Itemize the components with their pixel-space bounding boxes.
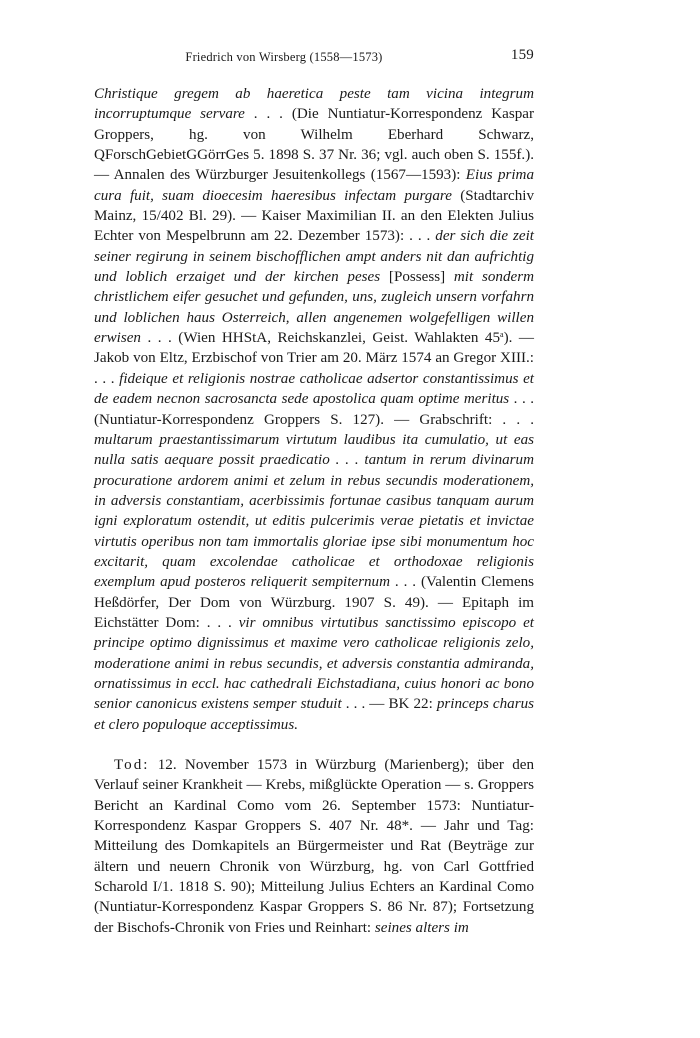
text-6: . . . (Nuntiatur-Korrespondenz Groppers S. 127). — Grabschrift: . . . [94,391,534,428]
text-tod: 12. November 1573 in Würzburg (Marienberg); über den Verlauf seiner Krankheit — Krebs, mißglückte Operation — s. Groppers Bericht an Kardinal Como vom 26. September 1573: Nuntiatur-Korrespondenz Kaspar Groppers S. 407 Nr. 48*. — Jahr und Tag: Mitteilung des Domkapitels an Bürgermeister und Rat (Beyträge zur ältern und neuern Chronik von Würzburg, hg. von Carl Gottfried Scharold I/1. 1818 S. 90); Mitteilung Julius Echters an Kardinal Como (Nuntiatur-Korrespondenz Kaspar Groppers S. 86 Nr. 87); Fortsetzung der Bischofs-Chronik von Fries und Reinhart: [94,757,534,936]
page-number: 159 [510,47,534,63]
running-header [94,46,534,68]
section-heading-tod: Tod: [114,757,150,773]
quote-latin-3: fideique et religionis nostrae catholicae adsertor constantissimus et de eadem necnon sacrosancta sede apostolica quam optime meritus [94,370,534,408]
text-7: . . . (Valentin Clemens Heßdörfer, Der Dom von Würzburg. 1907 S. 49). — Epitaph im Eichstätter Dom: . . . [94,574,534,631]
running-title: Friedrich von Wirsberg (1558—1573) [185,50,383,64]
text-5: ). — Jakob von Eltz, Erzbischof von Trier am 20. März 1574 an Gregor XIII.: . . . [94,330,534,387]
text-4: . . . (Wien HHStA, Reichskanzlei, Geist. Wahlakten 45 [140,330,501,347]
superscript-a: a [500,330,504,340]
quote-epitaph-eichstaett: vir omnibus virtutibus sanctissimo episcopo et principe optimo dignissimus et maxime vero catholicae religionis zelo, moderatione animi in rebus secundis, et adversis constantia admiranda, ornatissimus in eccl. hac cathedrali Eichstadiana, cuius honori ac bono senior canonicus existens semper studuit [94,614,534,713]
text-1: . . . (Die Nuntiatur-Korrespondenz Kaspar Groppers, hg. von Wilhelm Eberhard Schwarz, QForschGebietGGörrGes 5. 1898 S. 37 Nr. 36; vgl. auch oben S. 155f.). — Annalen des Würzburger Jesuitenkollegs (1567—1593): [94,106,534,184]
text-2: (Stadtarchiv Mainz, 15/402 Bl. 29). — Kaiser Maximilian II. an den Elekten Julius Echter von Mespelbrunn am 22. Dezember 1573): . . . [94,187,534,245]
paragraph-sources [94,84,534,735]
paragraph-tod [94,755,534,938]
quote-german-2: mit sonderm christlichem eifer gesuchet und gefunden, uns, zugleich unsern vorfahrn und loblichen haus Osterreich, allen angenemen wolgefelligen willen erwisen [94,269,534,347]
quote-epitaph-grabschrift: multarum praestantissimarum virtutum laudibus ita cumulatio, ut eas nulla satis aequare possit praedicatio . . . tantum in rerum divinarum procuratione ardorem animi et zelum in rebus secundis moderationem, in adversis constantiam, acerbissimis fortunae casibus tanquam aurum igni exploratum ostendit, ut editis pulcerimis verae pietatis et invictae virtutis operibus non tam immortalis gloriae ipse sibi monumentum hoc excitarit, quam excolendae catholicae et orthodoxae religionis exemplum apud posteros reliquerit sempiternum [94,431,534,591]
paragraph-gap [94,735,534,755]
text-3: [Possess] [380,269,454,286]
quote-german-1: der sich die zeit seiner regirung in seinem bischofflichen ampt anders nit dan aufrichtig und loblich erzaiget und der kirchen peses [94,228,534,286]
quote-latin-1: Christique gregem ab haeretica peste tam vicina integrum incorruptumque servare [94,86,534,123]
quote-chronik: seines alters im [374,919,469,936]
quote-latin-2: Eius prima cura fuit, suam dioecesim haeresibus infectam purgare [94,167,535,204]
quote-bk22: princeps charus et clero populoque acceptissimus. [94,696,534,733]
text-8: . . . — BK 22: [341,696,437,713]
body-text [94,84,534,938]
